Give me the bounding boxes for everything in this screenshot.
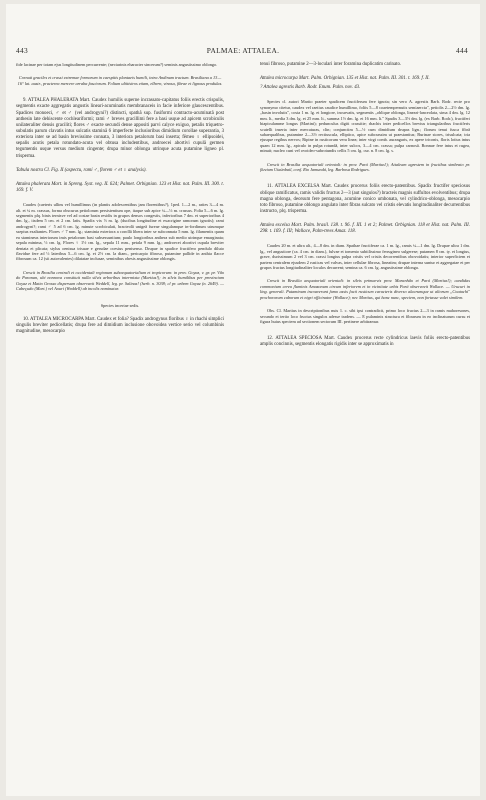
text-paragraph: Tabula nostra Cl. Fig. II (aspectu, rami ♂, florem ♂ et ♀ analysis). [16, 167, 147, 173]
species-heading-paragraph: 12. ATTALEA SPECIOSA Mart. Caudex procerus recte cylindricus laevis foliis erecto-patentibus amplis concinnis, segmentis elongatis rigidis inter se approximatis in [260, 336, 470, 348]
text-paragraph: Crescit in Brasilia aequatoriali orientali: in silvis primaevis prov. Maranhão et Pará (Martius!); candidas commonium cerea fluminis Amazonum circum inferiorem et in vicinitate urbis Pará observavit Wallace. — Urucuri in ling. generali. Putaminum incoaverunt fumo assis facti rusticum caracteris diverso alacrumque ut aliorum „Coatachi" prochorarum caborum et nigri officinator (Wallace); nec Martius, qui hanc nunc, speciem, non fortasse valet similem. [260, 278, 470, 300]
text-paragraph: Crescit in Brasilia centrali et occidentali regionum subaequatorialium et tropicorum: in prov. Goyaz, v. gr. pr. Vão do Paranan, ubi nonnova constituit nulla silvis arboribus intermixta (Martius!); in silvis humilibus per provinciam Goyaz et Matto Grosso dispersum observavit Weddell, leg. pr. Salinas! (herb. n. 3038; cl pr. urbem Goyaz (n. 2649). — Cabeçudo (Mart.) vel Aouri (Weddell) ab incolis nominatur. [16, 269, 224, 291]
text-paragraph: tenui fibroso, putamine 2—3-loculari inter foramina duplicatim carinato. [260, 62, 402, 67]
spacer [260, 327, 470, 336]
species-heading-paragraph: 11. ATTALEA EXCELSA Mart. Caudex procerus foliis erecto-patentibus. Spadix fructifer speciosus oblique ramificatus, ramis validis fructus 2—3 (aut singulos?) bracteis magnis suffultos evolventibus; drupa magna oblonga, deorsum fere pentagona, acumine conico umbonata, vel cylindrico-oblonga, mesocarpio toto fibroso, putamine oblongo angulato inter fibras sulcato vel cristis elevatis longitudinaliter decurrentibus instructo, plq. trisperma. [260, 184, 470, 214]
page-number-right: 444 [456, 46, 468, 55]
page-header [6, 46, 480, 60]
document-page [6, 4, 480, 796]
running-title: PALMAE: ATTALEA. [206, 46, 280, 55]
spacer [16, 89, 224, 98]
page-number-left: 443 [16, 46, 28, 55]
left-column [16, 62, 224, 338]
species-heading-paragraph: 10. ATTALEA MICROCARPA Mart. Caudex et folia? Spadix androgynus floribus ♀ in rhachi simplici singulis breviter pedicellatis; drupa fere ad dimidium inclusione obovoidea vertice serio vel columbinis magnitudine, mesocarpio [16, 316, 224, 335]
text-paragraph: Caudex 20 m. et ultra alt., 4—8 dm. in diam. Spathae fructiferae ca. 1 m. lg., ramis ¼—1 dm. lg. Drupae ultra 1 dm. lg., vel angustiore (ca. 4 cm. in diam.), fulvae et tomento subtilissimo ferrugineo sulgerese; putamen 8 cm. ty. et longius, grave, durissimum 2 vel 3 cm. crassi longius pulpa cristis vel cristis decorrentibus obovoidatis; interior superficiem et partem centralem ejusdem 2 rusticas vel valvas, inter cellulae fibrosa, lineatim; drupae interna suntur et aggregatae et per grupos fructus longitudinaliter loculos decurrent; semina ca. 6 cm. lg. angustissime oblonga. [260, 243, 470, 271]
text-paragraph: Attalea phalerata Mart. in Spreng. Syst. veg. II. 624; Palmet. Orbignian. 123 et Hist. nat. Palm. III. 300. t. 169. f. V. [16, 181, 224, 194]
text-paragraph: fide lacinae per totam ejus longitudinem percurrente; (nectarinis eharacter sincerum?) seminis angustissimo oblongo. [16, 62, 218, 67]
text-paragraph: ? Attalea agrestis Barb. Rodr. Enum. Palm. nov. 43. [260, 85, 361, 91]
text-paragraph: Cornuti graciles et crassi extremae formarum in caespitis plantaeis humili, intra Andinum tractum. Brasiliana a 13—16° lat. austr., practerea mercere arraba fasciorum. Folium ultitisiros etiam, elbern, vinosa, fibrae et lignous produlas. [17, 75, 223, 86]
species-heading-paragraph: 9. ATTALEA PHALERATA Mart. Caudex humilis superne incrassato-capitatus foliis erectis crispulis, segmentis exacte aggregatis angustis lineari-acuminatis membranaceis in facie inferiore glaucescentibus. Spadices monoeci, ♂ et ♂ (vel androgyni?) distincti, spathâ sup. fusiformi contracto-acuminatâ post anthesin late dehiscente cochleariformi; rami ♂ breves gracillimi fere a basi usque ad apicem scrobiculis unilateraliter densis graciliti; flores ♂ exacte secundi dense appositi parvi calyce exiguo, petalis triquetro-subulatis parum clavatis intus sulcatis staminâ 6 imperfecte inclusioribus dimidium corollae superantia, 3 exteriora inter se ad basin brevissime connata, 3 interiora petalorum basi inserta; fêmeo ♀ ellipsoidei, sepalis acutis petala rotundato-acuta vel obtusa includentibus, androecei abortivi cupulâ germen tegumentis usque versus medium cingente; drupa minor oblonga utrinque acuta putamine ligneo pl. trisperma. [16, 98, 224, 159]
text-paragraph: Attalea microcarpa Mart. Palm. Orbignian. 135 et Hist. nat. Palm. III. 301. t. 169. f. II. [260, 76, 430, 82]
text-paragraph: Caudex (caeteris ullins vel humillimus (in plantis adolescentibus jam florentibus?), 1ped. 1—2 m., raties 3—4 m. alt. et ¼ m. crassus, forma obscurus petiolorum persistentium ope, itaque sub apice ¼—⅓ m. crassus. Folia 5—6 m. lg. segmentis plq. binis ternisve vel ad costae basin residis in grupos densos congestis, inferioribus 7 dm. et superioribus 4 dm. lg., iisdem 5 cm. et 2 cm. latis. Spadix vix ⅓ m. lg. (ducibus longitudine et exacrigine ramorum ignotis); rami androgyni?; rami ♂ 5 ad 6 cm. lg. minute scrobiculati, bracteolâ unigeâ fureae singulamque in-fordinum utrumque ssepius exaltantes. Flores ♂ 7 mm. lg.; staminia exteriora a corollâ libera inter se subconnata 5 mm. lg. filamentis quam ea stamineus interiorum imis petalorum basi subsessuntium; paulo longioribus anthera sub medio utrinque emarginata; sepala minima, ⅓ cm. lg. Flores ♀ 1½ cm. lg., sepala 11 mm., petala 9 mm. lg.; androecei abortivi cupula breviter dentata et plicata; stylus oenisua trisuae e gerudae ocesius penisenso. Drupae in spadice fructifero pendulo diluto flavidue fere ad ⅓ lateribus 5—6 cm. lg. et 2½ cm. la diam., pericarpio fibroso, putamine pallide in anthia flacce fibrosum ca. 12 (sii autovalentes) dilatatae inclusae, seminibus obesis angustissime oblongis. [16, 202, 224, 262]
text-paragraph: Crescit in Brasilia aequatoriali orientali: in prov. Pará (Martius!); Attaleam agrestem in fructibus simbrato pr. fluvium Uiaúnbail, conf. Rio Jamundá, leg. Barbosa Rodrigues. [260, 161, 470, 172]
text-paragraph: Species incertae sedis. [100, 303, 140, 309]
text-paragraph: Obs. Cl. Martius in descriptionibus nuis 1. c. sibi ipsi contradicit, primo loco fructus 2—3 in ramis mahoresones, secundo et tertio loco fructus singulos adesse tradens. — E pulaminis structura et fibrarum in eo inclinaturum cursu et figura huius speciem ad sectionem sectorum III. pertinere arbitramur. [260, 308, 470, 324]
text-paragraph: Species cl. autori Martio praeter spadicem fructiferum fere ignota; sin vero A. agrestis Barb. Rodr. recte pro synonymo citetur, caudex vel raetius caudice humillimo, foliis 5—8 coaetempernutis semiaercta", petiolis 2—2½ dm. lg. „basin involutis", costa 1 m. lg. et longiore, incurvatis, segmentis „oblique oblonga, lineari-lanceolata, sima 4 dm. lg. 12 mm. lt., media 3 dm. lg. et 25 mm. lt., summa 1½ dm. lg. et 16 mm. lt." Spadix 3—3½ dm. lg. (ex Barb. Rodr.), fructiferi biapiculamme longus (Martini); pedunculus digiti crassitie; rhachis inter pedicellos brevius triangularibus fructiferis scutelli inserta inter mercaturas, clin; conjunctim 5—½ cum dimidium drupas lign.; florum tenui fusca fibrâ subaequalibus, putamine 2—3½ rectiuscula, elliptico, apice subcrassim ut praestantius; Burinae stores, trisulcata; tria ejusque regibus nervos; Ripine in rusticorum vera linea; inter virgi comb. aurangaris, ex apere triconis, floris lotius intus quam 12 mm. lg., apiculo in pulpa rotundâ, inter sulcos, 3—4 cm. crassa; pulpa carnosâ. Bonnae fere intus et rugea, minuit; nucleo cuni vel ovoideo-subrotundis cellis 5 cm. lg. cur. n. 8 cm. lg. s. [260, 99, 470, 154]
right-column [260, 62, 470, 352]
spacer [16, 294, 224, 303]
text-paragraph: Attalea excelsa Mart. Palm. brasil. 138. t. 96. f. III. 1 et 2; Palmet. Orbignian. 118 et Hist. nat. Palm. III. 298. t. 169. f. III; Wallace, Palm-trees Amaz. 118. [260, 223, 470, 235]
spacer [260, 175, 470, 184]
